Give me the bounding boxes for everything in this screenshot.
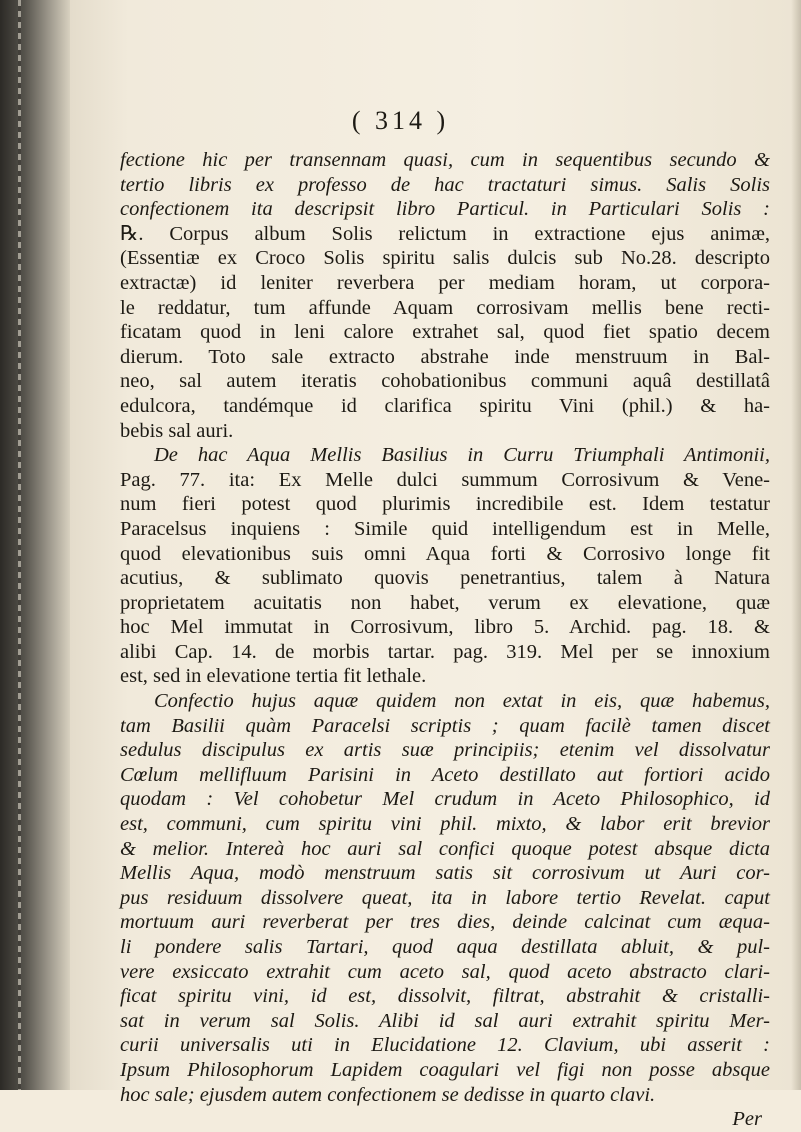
text-line: dierum. Toto sale extracto abstrahe inde menstruum in Bal- xyxy=(120,345,770,368)
text-line: ficat spiritu vini, id est, dissolvit, filtrat, abstrahit & cristalli- xyxy=(120,985,770,1008)
page-edge-shadow xyxy=(791,0,801,1090)
text-line: edulcora, tandémque id clarifica spiritu Vini (phil.) & ha- xyxy=(120,394,770,417)
text-line: hoc sale; ejusdem autem confectionem se dedisse in quarto clavi. xyxy=(120,1083,656,1106)
text-line: tertio libris ex professo de hac tractaturi simus. Salis Solis xyxy=(120,173,770,196)
page-number-header: ( 314 ) xyxy=(351,106,450,135)
text-line: (Essentiæ ex Croco Solis spiritu salis dulcis sub No.28. descripto xyxy=(120,247,770,270)
book-spine-shadow xyxy=(0,0,70,1090)
text-line: Pag. 77. ita: Ex Melle dulci summum Corrosivum & Vene- xyxy=(120,468,770,491)
text-line: fectione hic per transennam quasi, cum in sequentibus secundo & xyxy=(120,149,770,171)
text-line: De hac Aqua Mellis Basilius in Curru Triumphali Antimonii, xyxy=(154,444,770,467)
text-line: quodam : Vel cohobetur Mel crudum in Aceto Philosophico, id xyxy=(120,788,770,811)
text-line: quod elevationibus suis omni Aqua forti & Corrosivo longe fit xyxy=(120,542,770,565)
text-line: Paracelsus inquiens : Simile quid intelligendum est in Melle, xyxy=(120,517,770,540)
text-line: sedulus discipulus ex artis suæ principiis; etenim vel dissolvatur xyxy=(120,739,770,762)
text-line: & melior. Intereà hoc auri sal confici quoque potest absque dicta xyxy=(120,837,770,860)
text-line: Cœlum mellifluum Parisini in Aceto destillato aut fortiori acido xyxy=(120,763,770,786)
text-line: neo, sal autem iteratis cohobationibus communi aquâ destillatâ xyxy=(120,370,770,393)
catchword: Per xyxy=(732,1108,762,1131)
text-line: ℞. Corpus album Solis relictum in extractione ejus animæ, xyxy=(120,222,770,245)
text-line: Mellis Aqua, modò menstruum satis sit corrosivum ut Auri cor- xyxy=(120,862,770,885)
text-line: alibi Cap. 14. de morbis tartar. pag. 319. Mel per se innoxium xyxy=(120,640,770,663)
text-line: mortuum auri reverberat per tres dies, deinde calcinat cum æqua- xyxy=(120,911,770,934)
text-line: hoc Mel immutat in Corrosivum, libro 5. Archid. pag. 18. & xyxy=(120,616,770,639)
text-line: Confectio hujus aquæ quidem non extat in eis, quæ habemus, xyxy=(154,690,770,713)
text-line: Ipsum Philosophorum Lapidem coagulari vel figi non posse absque xyxy=(120,1058,770,1081)
text-line: confectionem ita descripsit libro Particul. in Particulari Solis : xyxy=(120,198,770,221)
text-line: le reddatur, tum affunde Aquam corrosivam mellis bene recti- xyxy=(120,296,770,319)
text-line: li pondere salis Tartari, quod aqua destillata abluit, & pul- xyxy=(120,936,770,958)
text-line: est, communi, cum spiritu vini phil. mixto, & labor erit brevior xyxy=(120,813,770,836)
page-body-text xyxy=(120,148,770,1132)
text-line: est, sed in elevatione tertia fit lethale. xyxy=(120,665,427,688)
text-line: extractæ) id leniter reverbera per mediam horam, ut corpora- xyxy=(120,271,770,294)
text-line: vere exsiccato extrahit cum aceto sal, quod aceto abstracto clari- xyxy=(120,960,770,983)
text-line: proprietatem acuitatis non habet, verum ex elevatione, quæ xyxy=(120,591,770,614)
text-line: pus residuum dissolvere queat, ita in labore tertio Revelat. caput xyxy=(120,886,770,909)
text-line: sat in verum sal Solis. Alibi id sal auri extrahit spiritu Mer- xyxy=(120,1009,770,1032)
text-line: num fieri potest quod plurimis incredibile est. Idem testatur xyxy=(120,493,770,516)
text-line: acutius, & sublimato quovis penetrantius, talem à Natura xyxy=(120,567,770,590)
text-line: tam Basilii quàm Paracelsi scriptis ; quam facilè tamen discet xyxy=(120,714,770,737)
text-line: ficatam quod in leni calore extrahet sal, quod fiet spatio decem xyxy=(120,321,770,344)
text-line: bebis sal auri. xyxy=(120,419,234,442)
text-line: curii universalis uti in Elucidatione 12. Clavium, ubi asserit : xyxy=(120,1034,770,1057)
